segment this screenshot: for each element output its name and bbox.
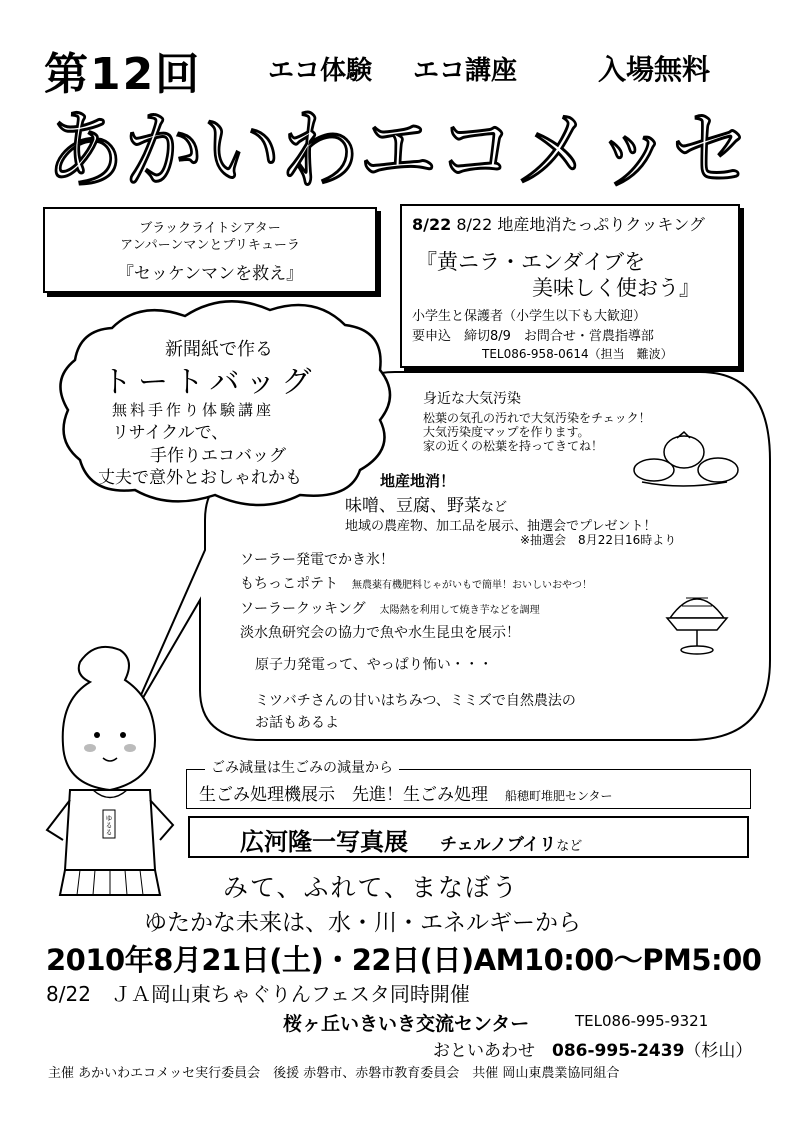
mascot-illustration [35, 640, 190, 910]
activity-solar-ice: ソーラー発電でかき氷！ [240, 552, 394, 568]
event-date: 2010年8月21日(土)・22日(日)AM10:00〜PM5:00 [46, 943, 762, 977]
contact-line: おといあわせ 086-995-2439（杉山） [433, 1041, 753, 1061]
vegetables-illustration [632, 430, 742, 492]
air-line2: 大気汚染度マップを作ります。 [423, 425, 590, 439]
activity-nuclear: 原子力発電って、やっぱり怖い・・・ [255, 657, 493, 673]
totebag-line4: リサイクルで、 [112, 423, 229, 443]
garbage-main: 生ごみ処理機展示 先進！生ごみ処理 船穂町堆肥センター [199, 785, 613, 805]
shaved-ice-illustration [662, 580, 732, 660]
tag-eco-experience: エコ体験 [268, 56, 373, 86]
activity-bees-1: ミツバチさんの甘いはちみつ、ミミズで自然農法の [255, 693, 576, 709]
venue-tel: TEL086-995-9321 [575, 1012, 709, 1030]
concurrent-event: 8/22 ＪＡ岡山東ちゃぐりんフェスタ同時開催 [46, 982, 470, 1006]
local-line2: ※抽選会 8月22日16時より [520, 533, 677, 547]
local-line1: 地域の農産物、加工品を展示、抽選会でプレゼント！ [345, 519, 657, 534]
edition-label: 第12回 [44, 49, 202, 100]
free-admission: 入場無料 [598, 53, 711, 86]
cooking-heading: 8/22 8/22 地産地消たっぷりクッキング [412, 215, 705, 234]
local-heading: 地産地消！ [380, 472, 456, 490]
totebag-line5: 手作りエコバッグ [150, 446, 286, 466]
slogan-line2: ゆたかな未来は、水・川・エネルギーから [144, 910, 581, 936]
slogan-line1: みて、ふれて、まなぼう [223, 873, 520, 902]
totebag-line2: トートバッグ [102, 365, 318, 400]
photo-exhibition: 広河隆一写真展 チェルノブイリなど [240, 828, 583, 856]
theater-line1: ブラックライトシアター [139, 221, 281, 236]
event-title: あかいわエコメッセ [46, 101, 750, 201]
organizers: 主催 あかいわエコメッセ実行委員会 後援 赤磐市、赤磐市教育委員会 共催 岡山東農業協同組合 [48, 1066, 620, 1081]
totebag-line6: 丈夫で意外とおしゃれかも [98, 468, 302, 488]
cooking-title-1: 『黄ニラ・エンダイブを [416, 250, 646, 274]
totebag-line1: 新聞紙で作る [165, 339, 273, 360]
cooking-line2: 要申込 締切8/9 お問合せ・営農指導部 [412, 329, 654, 344]
mascot-badge: ゆるる [105, 814, 113, 836]
local-items: 味噌、豆腐、野菜など [345, 496, 508, 516]
venue-name: 桜ヶ丘いきいき交流センター [283, 1013, 530, 1035]
cooking-line3: TEL086-958-0614（担当 難波） [482, 347, 673, 361]
cooking-line1: 小学生と保護者（小学生以下も大歓迎） [412, 309, 647, 324]
photo-box [188, 816, 749, 858]
totebag-line3: 無料手作り体験講座 [112, 401, 275, 419]
activity-solar-cooking: ソーラークッキング 太陽熱を利用して焼き芋などを調理 [240, 601, 540, 617]
garbage-caption: ごみ減量は生ごみの減量から [205, 757, 399, 777]
activity-bees-2: お話もあるよ [255, 715, 339, 731]
tag-eco-lecture: エコ講座 [413, 56, 518, 86]
cooking-title-2: 美味しく使おう』 [532, 276, 700, 300]
air-line1: 松葉の気孔の汚れで大気汚染をチェック！ [423, 411, 651, 425]
theater-line2: アンパーンマンとプリキューラ [120, 238, 300, 253]
air-line3: 家の近くの松葉を持ってきてね！ [423, 439, 604, 453]
activity-potato: もちっこポテト 無農薬有機肥料じゃがいもで簡単！おいしいおやつ！ [240, 576, 592, 592]
air-heading: 身近な大気汚染 [423, 391, 521, 407]
theater-title: 『セッケンマンを救え』 [116, 264, 304, 284]
activity-fish: 淡水魚研究会の協力で魚や水生昆虫を展示！ [240, 625, 520, 641]
